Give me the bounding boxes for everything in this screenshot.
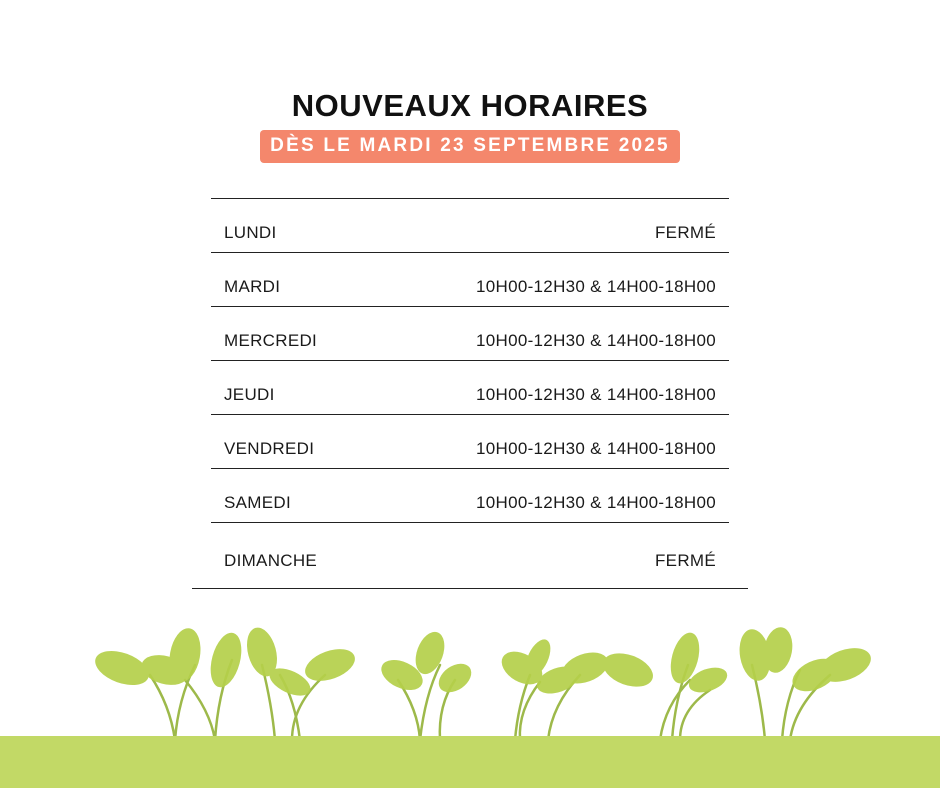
schedule-table <box>211 198 729 580</box>
schedule-row-mardi <box>211 253 729 307</box>
day-label: LUNDI <box>224 223 277 242</box>
schedule-row-mercredi <box>211 307 729 361</box>
hours-value: 10H00-12H30 & 14H00-18H00 <box>476 385 716 404</box>
hours-value: FERMÉ <box>655 223 716 242</box>
hours-value: 10H00-12H30 & 14H00-18H00 <box>476 493 716 512</box>
ground-strip <box>0 736 940 788</box>
sprout-illustration <box>0 620 940 745</box>
day-label: SAMEDI <box>224 493 291 512</box>
hours-value: 10H00-12H30 & 14H00-18H00 <box>476 439 716 458</box>
schedule-row-vendredi <box>211 415 729 469</box>
day-label: DIMANCHE <box>224 551 318 570</box>
schedule-row-dimanche <box>211 523 729 580</box>
day-label: JEUDI <box>224 385 275 404</box>
date-badge: DÈS LE MARDI 23 SEPTEMBRE 2025 <box>260 130 680 163</box>
hours-value: FERMÉ <box>655 551 716 570</box>
schedule-bottom-rule <box>192 588 748 589</box>
page-title: NOUVEAUX HORAIRES <box>291 88 649 123</box>
schedule-row-jeudi <box>211 361 729 415</box>
schedule-row-samedi <box>211 469 729 523</box>
day-label: VENDREDI <box>224 439 315 458</box>
hours-value: 10H00-12H30 & 14H00-18H00 <box>476 277 716 296</box>
schedule-row-lundi <box>211 199 729 253</box>
hours-value: 10H00-12H30 & 14H00-18H00 <box>476 331 716 350</box>
day-label: MERCREDI <box>224 331 318 350</box>
day-label: MARDI <box>224 277 281 296</box>
